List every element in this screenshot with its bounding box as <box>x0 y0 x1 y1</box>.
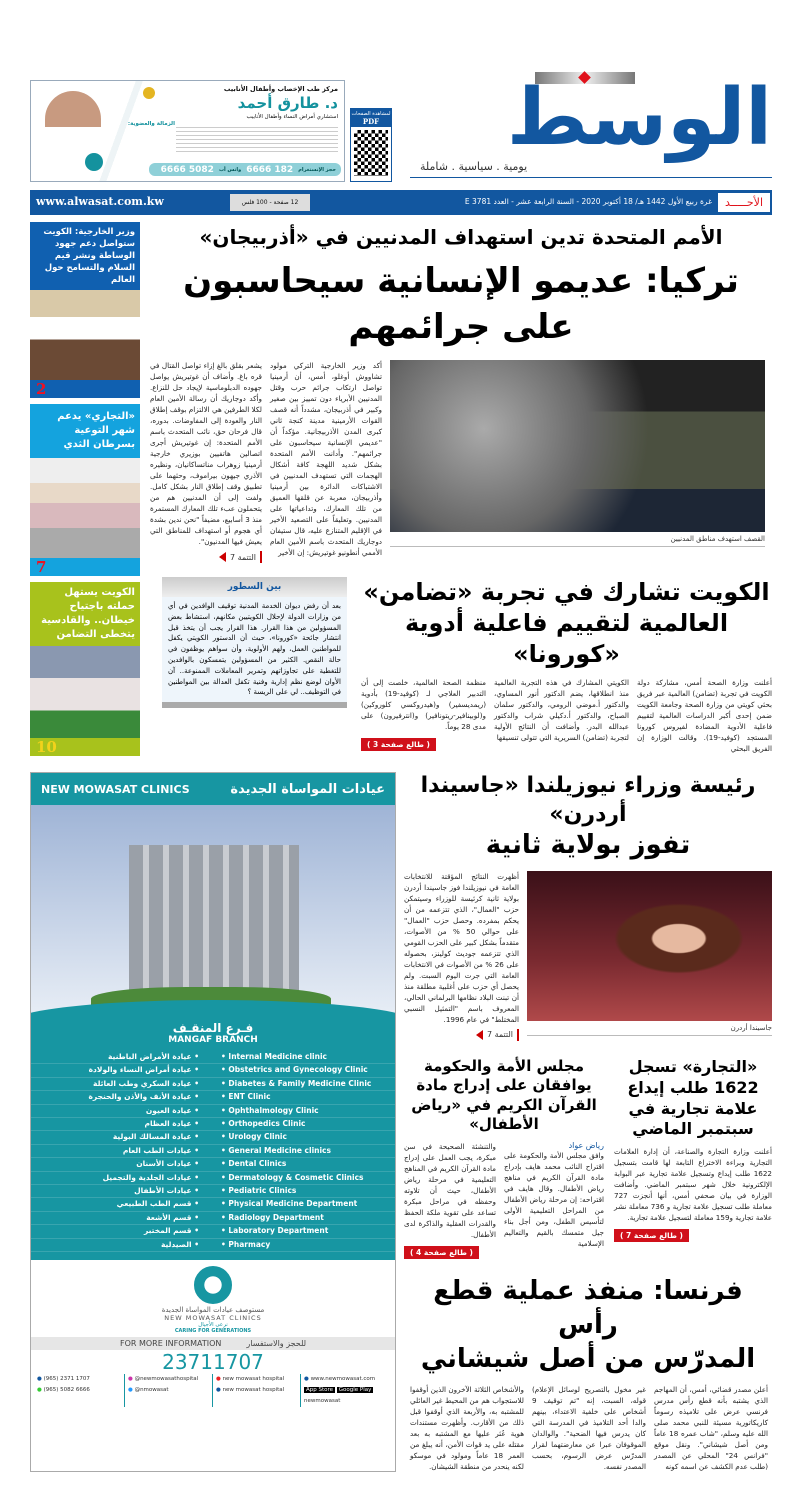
clinic-row <box>31 1172 395 1185</box>
clinic-name-ar: • عيادة السكري وطب العائلة <box>93 1078 199 1088</box>
lead-column-1: أكد وزير الخارجية التركي مولود تشاووش أوغلو، أمس، أن أرمينيا تواصل ارتكاب جرائم حرب وقتل المدنيين الأبرياء دون تمييز بين صغير وكبير في أذربيجان، مشدداً أنه قصف القوات الأرمينية مدينة كنجة ثاني كبرى المدن الأذربيجانية. مؤكداً أن "عديمي الإنسانية سيحاسبون على جرائمهم". وأدانت الأمم المتحدة بشكل شديد اللهجة كافة أشكال الهجمات التي تستهدف المدنيين في الاشتباكات الدائرة بين أرمينيا وأذربيجان، معربة عن قلقها العميق من تلك المعارك، وتداعياتها على المدنيين. وتعليقاً على التصعيد الأخير في الإقليم المتنازع عليه، قال ستيفان دوجاريك المتحدث باسم الأمين العام الأممي أنطونيو غوتيريش: إن الأخير <box>270 361 382 557</box>
see-page-4-link[interactable]: ( طالع صفحة 4 ) <box>404 1246 479 1259</box>
clinic-name-ar: • عيادات الأطفال <box>134 1186 199 1196</box>
france-headline-1[interactable]: فرنسا: منفذ عملية قطع رأس <box>433 1275 743 1340</box>
ad-header-en: NEW MOWASAT CLINICS <box>41 782 190 796</box>
web-icon: ● <box>304 1376 309 1383</box>
clinic-name-en: • Internal Medicine clinic <box>221 1052 327 1061</box>
see-page-3-link[interactable]: ( طالع صفحة 3 ) <box>361 738 436 751</box>
whatsapp-icon: ● <box>37 1387 42 1394</box>
continued-label: التتمة 7 <box>486 1030 513 1040</box>
trade-text: أعلنت وزارة التجارة والصناعة، أن إدارة العلامات التجارية وبراءة الاختراع التابعة لها قامت بتسجيل 1622 طلب إيداع وتسجيل علامة تجارية عبر البوابة الإلكترونية خلال شهر سبتمبر الماضي. وأضافت الوزارة في بيان صحفي أمس، أنها أنجزت 727 معاملة طلب تسجيل علامة تجارية و 736 معاملة نشر علامة تجارية و159 معاملة لتسجيل علامة تجارية. <box>614 1147 772 1223</box>
clinic-row <box>31 1145 395 1158</box>
credentials-lines <box>176 124 338 152</box>
sidebar-teaser-3[interactable] <box>30 582 140 756</box>
contact-phone[interactable]: (965) 2371 1707 <box>43 1376 90 1383</box>
clinic-row <box>31 1198 395 1211</box>
logo-ar: مستوصف عيادات المواساة الجديدة <box>161 1306 265 1315</box>
pdf-qr-box[interactable] <box>350 108 392 182</box>
top-advertisement[interactable] <box>30 80 345 182</box>
clinic-name-en: • ENT Clinic <box>221 1092 271 1102</box>
contact-facebook[interactable]: new mowasat hospital <box>222 1387 285 1394</box>
clinic-row <box>31 1091 395 1104</box>
clinic-row <box>31 1078 395 1091</box>
phone-strip <box>149 163 341 176</box>
clinic-name-ar: • الصيدلية <box>160 1239 199 1249</box>
hospital-logo-icon <box>85 153 103 171</box>
lead-headline[interactable]: تركيا: عديمو الإنسانية سيحاسبون على جرائمهم <box>183 261 739 347</box>
day-label: الأحـــــد <box>718 193 770 212</box>
clinic-name-ar: • عيادة الأمراض الباطنية <box>107 1052 199 1061</box>
lead-column-2: يشعر بقلق بالغ إزاء تواصل القتال في قره باغ. وأضاف أن غوتيريش يواصل جهوده الدبلوماسية لإيجاد حل للنزاع. وأكد دوجاريك أن رسالة الأمين العام لكلا الطرفين هي الالتزام بوقف إطلاق النار والعودة إلى المفاوضات. بدوره، قال فرحان حق، نائب المتحدث باسم الأمم المتحدة: إن غوتيريش أجرى اتصالين هاتفيين بوزيري خارجية أرمينيا زوهراب مناتساكانيان، ونظيره الأذري جيهون بيراموف، وحثهما على تطبيق وقف إطلاق النار بشكل كامل. ولفت إلى أن المدنيين هم من يتحملون عبء تلك المعارك المستمرة منذ 3 أسابيع، مضيفاً "نحن ندين بشدة أي هجوم أو استهداف للمناطق التي يعيش فيها المدنيون". <box>150 361 263 546</box>
slogan-ar: نرعى الأجيال <box>198 1322 228 1329</box>
clinic-row <box>31 1225 395 1238</box>
clinic-name-en: • Dental Clinics <box>221 1159 287 1169</box>
tagline: يومية . سياسية . شاملة <box>420 160 528 173</box>
price-box: 12 صفحة - 100 فلس <box>230 194 310 211</box>
clinic-building-photo <box>31 805 395 1017</box>
twitter-icon: ● <box>128 1387 133 1394</box>
clinic-row <box>31 1051 395 1064</box>
contact-twitter[interactable]: @nmowasat <box>134 1387 169 1394</box>
ad-header-ar: عيادات المواساة الجديدة <box>230 781 385 797</box>
nz-headline-1[interactable]: رئيسة وزراء نيوزيلندا «جاسيندا أردرن» <box>420 773 756 827</box>
info-en: FOR MORE INFORMATION <box>119 1339 222 1349</box>
doctor-specialty: استشاري أمراض النساء وأطفال الأنابيب <box>246 114 338 120</box>
clinic-name-en: • Ophthalmology Clinic <box>221 1105 319 1115</box>
lead-photo-caption: القصف استهدف مناطق المدنيين <box>390 532 765 547</box>
clinic-row <box>31 1105 395 1118</box>
branch-en: MANGAF BRANCH <box>168 1035 258 1045</box>
sidebar-teaser-2[interactable] <box>30 404 140 576</box>
masthead-logo <box>410 68 772 178</box>
arrow-left-icon <box>476 1030 483 1040</box>
clinic-name-en: • Pediatric Clinics <box>221 1186 297 1196</box>
page-number: 10 <box>36 738 57 756</box>
facebook-icon: ● <box>216 1387 221 1394</box>
see-page-7-link[interactable]: ( طالع صفحة 7 ) <box>614 1229 689 1242</box>
date-bar <box>30 190 772 215</box>
quran-headline[interactable]: مجلس الأمة والحكومة يوافقان على إدراج مادة القرآن الكريم في «رياض الأطفال» <box>411 1056 597 1134</box>
phone-icon: ● <box>37 1376 42 1383</box>
clinic-name-ar: • عيادات الطب العام <box>122 1145 199 1155</box>
ad-title: مركز طب الإخصاب وأطفال الأنابيب <box>223 85 338 93</box>
clinic-name-ar: • عيادة العيون <box>145 1105 199 1115</box>
youtube-icon: ● <box>216 1376 221 1383</box>
clinic-row <box>31 1158 395 1171</box>
teaser-photo <box>30 458 140 558</box>
page-number: 7 <box>36 558 47 576</box>
doctor-name: د. طارق أحمد <box>237 94 338 112</box>
info-ar: للحجز والاستفسار <box>246 1339 307 1349</box>
france-column-2: غير مخول بالتصريح لوسائل الإعلام) قوله، السبت، إنه "تم توقيف 9 أشخاص على خلفية الاعتداء، بينهم والدا أحد التلاميذ في المدرسة التي كان يدرس فيها الضحية". والوالدان الموقوفان عبرا عن معارضتهما لقرار المدرّس عرض الرسوم، بحسب المصدر نفسه. <box>532 1385 646 1472</box>
box-title: بين السطور <box>162 577 347 597</box>
phone-2: 5082 6666 <box>160 164 214 175</box>
clinic-row <box>31 1185 395 1198</box>
phone-1: 182 6666 <box>246 164 294 175</box>
clinic-row <box>31 1131 395 1144</box>
qr-pdf-label: PDF <box>362 117 380 126</box>
nz-headline-2[interactable]: تفوز بولاية ثانية <box>485 830 691 861</box>
clinic-name-ar: • قسم الأشعة <box>146 1212 199 1222</box>
arrow-left-icon <box>219 552 226 562</box>
logo-en: NEW MOWASAT CLINICS <box>164 1314 262 1323</box>
page-number: 2 <box>36 380 47 398</box>
clinic-name-en: • Diabetes & Family Medicine Clinic <box>221 1078 372 1088</box>
sidebar-teaser-1[interactable] <box>30 222 140 398</box>
nz-continued[interactable] <box>404 1029 519 1041</box>
kuwait-column-3: منظمة الصحة العالمية، خلصت إلى أن التدبير العلاجي لـ (كوفيد-19) بأدوية (ريمديسفير) و(هيدروكسي كلوروكين) و(لوبينافير-ريتونافير) و(انترفيرون) على مدى 28 يوماً. <box>361 677 486 731</box>
mowasat-logo-icon <box>194 1266 232 1304</box>
slogan-en: CARING FOR GENERATIONS <box>174 1328 252 1335</box>
clinic-name-ar: • عيادة أمراض النساء والولادة <box>88 1065 199 1075</box>
between-lines-box <box>162 577 347 708</box>
teaser-headline: وزير الخارجية: الكويت ستواصل دعم جهود الوساطة ونشر قيم السلام والتسامح حول العالم <box>43 227 135 285</box>
clinic-name-ar: • عيادات الأسنان <box>136 1159 199 1169</box>
website-link[interactable]: www.alwasat.com.kw <box>36 195 164 208</box>
france-headline-2[interactable]: المدرّس من أصل شيشاني <box>420 1343 756 1374</box>
whatsapp-label: واتس أب <box>218 166 242 173</box>
clinic-name-en: • Physical Medicine Department <box>221 1199 358 1209</box>
clinic-name-en: • Orthopedics Clinic <box>221 1119 306 1129</box>
ardern-photo[interactable] <box>527 871 772 1021</box>
appstore-badge[interactable]: App Store <box>306 1387 334 1394</box>
memberships-title: الزمالة والعضوية: <box>127 121 175 127</box>
teaser-photo <box>30 646 140 738</box>
ardern-photo-caption: جاسيندا أردرن <box>527 1021 772 1036</box>
contact-youtube[interactable]: new mowasat hospital <box>222 1376 285 1383</box>
continued-label: التتمة 7 <box>229 552 256 562</box>
clinic-name-en: • General Medicine clinics <box>221 1145 331 1155</box>
mowasat-advertisement[interactable] <box>30 772 396 1472</box>
lead-kicker[interactable]: الأمم المتحدة تدين استهداف المدنيين في «أذربيجان» <box>199 225 723 249</box>
france-column-1: أعلن مصدر قضائي، أمس، أن المهاجم الذي يشتبه بأنه قطع رأس مدرس فرنسي عرض على تلاميذه رسوماً كاريكاتورية مسيئة للنبي محمد صلى الله عليه وسلم، "شاب عمره 18 عاماً ومن أصل شيشاني". ونقل موقع "فرانس 24" المحلي عن المصدر (طلب عدم الكشف عن اسمه كونه <box>654 1385 769 1472</box>
clinic-name-en: • Obstetrics and Gynecology Clinic <box>221 1065 368 1075</box>
clinic-name-en: • Radiology Department <box>221 1212 324 1222</box>
clinic-name-ar: • عيادة المسالك البولية <box>112 1132 199 1142</box>
clinic-row <box>31 1118 395 1131</box>
contact-web[interactable]: www.newmowasat.com <box>310 1376 376 1383</box>
box-text: بعد أن رفض ديوان الخدمة المدنية توقيف الوافدين في أي من وزارات الدولة لإحلال الكويتيين مكانهم، استشاط بعض المسؤولين من هذا القرار. هذا القرار يجب أن يتخذ قبل انتشار جائحة «كورونا»، حيث أن الدستور الكويتي يكفل للمواطنين العمل، ولهم الأولوية، وأن سواهم يوظفون في حالة النقص. الكثير من المسؤولين يتمسكون بالوافدين للتغطية على تجاوزاتهم وتمرير المعاملات الممنوعة.. آن الأوان لوضع نظم إدارية وفنية تكفل العدالة بين المواطنين في التوظيف.. لي على الريسة ؟ <box>168 602 341 697</box>
teaser-photo <box>30 290 140 380</box>
clinic-name-en: • Dermatology & Cosmetic Clinics <box>221 1172 364 1182</box>
kuwait-headline-2[interactable]: العالمية لتقييم فاعلية أدوية «كورونا» <box>404 609 729 669</box>
lead-photo[interactable] <box>390 360 765 532</box>
contact-instagram[interactable]: @newmowasathospital <box>134 1376 199 1383</box>
googleplay-badge[interactable]: Google Play <box>338 1387 372 1394</box>
clinic-row <box>31 1064 395 1077</box>
qr-code-icon <box>354 130 388 176</box>
instagram-icon: ● <box>128 1376 133 1383</box>
clinic-name-ar: • عيادة الأنف والأذن والحنجرة <box>88 1092 199 1102</box>
kuwait-headline-1[interactable]: الكويت تشارك في تجربة «تضامن» <box>363 578 770 606</box>
clinic-list <box>31 1051 395 1252</box>
clinic-name-ar: • قسم المختبر <box>143 1226 199 1236</box>
contact-whatsapp[interactable]: (965) 5082 6666 <box>43 1387 90 1394</box>
quran-column-2: والتنشئة الصحيحة في سن مبكرة، يجب العمل على إدراج مادة القرآن الكريم في المناهج التعليمية في مرحلة رياض الأطفال، حيث أن تلاوته وحفظه في مراحل مبكرة تساعد على تقوية ملكة الحفظ والقدرات العقلية والذاكرة لدى الأطفال. <box>404 1141 496 1239</box>
clinic-name-ar: • قسم الطب الطبيعي <box>116 1199 199 1209</box>
branch-ar: فـرع المنقـف <box>172 1021 254 1035</box>
teaser-headline: الكويت يستهل حملته باجتياح خيطان.. والقادسية يتخطى التضامن <box>41 587 135 640</box>
issue-date: غرة ربيع الأول 1442 هـ/ 18 أكتوبر 2020 - السنة الرابعة عشر - العدد E 3781 <box>464 197 712 206</box>
clinic-name-ar: • عيادة العظام <box>144 1119 199 1129</box>
clinic-row <box>31 1212 395 1225</box>
hotline-number[interactable]: 23711707 <box>162 1350 264 1375</box>
kuwait-column-2: الكويتي المشارك في هذه التجربة العالمية منذ انطلاقها، يضم الدكتور أنور المساوي، والدكتور أ.موضي الرومي، والدكتور سلمان الصباح، والدكتور أ.دكيلي شراب والدكتور عبدالله البدر. وأضافت أن النتائج الأولية لتجربة (تضامن) السريرية التي تتولى تنسيقها <box>494 677 629 742</box>
clinic-row <box>31 1239 395 1252</box>
quran-column-1: وافق مجلس الأمة والحكومة على اقتراح النائب محمد هايف بإدراج مادة القرآن الكريم في مناهج رياض الأطفال. وقال هايف في اقتراحه: إن مرحلة رياض الأطفال من المراحل التعليمية الأولى لتأسيس الطفل، ومن أجل بناء جيل متمسك بالقيم والتعاليم الإسلامية <box>504 1150 604 1248</box>
clinic-name-en: • Urology Clinic <box>221 1132 287 1142</box>
byline: رياض عواد <box>568 1140 604 1150</box>
contact-app: newmowasat <box>304 1398 341 1405</box>
clinic-name-ar: • عيادات الجلدية والتجميل <box>102 1172 199 1182</box>
award-badge-icon <box>143 87 155 99</box>
logo-text: الوسط <box>506 73 772 163</box>
lead-continued[interactable] <box>150 551 262 563</box>
qr-label: لمشاهدة الصفحات <box>351 111 391 117</box>
clinic-name-en: • Laboratory Department <box>221 1226 329 1236</box>
france-column-3: والأشخاص الثلاثة الآخرون الذين أوقفوا للاستجواب هم من المحيط غير العائلي للمشتبه به، والأربعة الذي أوقفوا قبل ذلك من الأقارب. وأظهرت مستندات هوية عُثر عليها مع المشتبه به بعد مقتله على يد قوات الأمن، أنه يبلغ من العمر 18 عاماً ومولود في موسكو لكنه ينحدر من منطقة الشيشان. <box>410 1385 524 1472</box>
nz-text: أظهرت النتائج المؤقتة للانتخابات العامة في نيوزيلندا فوز جاسيندا أردرن بولاية ثانية كرئيسة للوزراء وسيتمكن حزب "العمال"، الذي تتزعمه من أن يحكم بمفرده. وحصل حزب "العمال" على حوالي 50 % من الأصوات، متقدماً بشكل كبير على الحزب القومي الذي تتزعمه جوديث كولينز، بحصوله على 26 % من الأصوات في الانتخابات العامة التي جرت اليوم السبت. ولم يحصل أي حزب على أغلبية مطلقة منذ أن تبنت البلاد نظامها البرلماني الحالي، المعروف باسم "التمثيل النسبي المختلط" في عام 1996. <box>404 871 519 1024</box>
phone-label: حجز الإنستغرام <box>298 166 336 173</box>
kuwait-column-1: أعلنت وزارة الصحة أمس، مشاركة دولة الكويت في تجربة (تضامن) العالمية عبر فريق بحثي كويتي من وزارة الصحة وجامعة الكويت ضمن إحدى أكبر الدراسات العالمية لتقييم فاعلية الأدوية المضادة لفيروس كورونا المستجد (كوفيد-19). وقالت الوزارة إن الفريق البحثي <box>637 677 773 753</box>
clinic-name-en: • Pharmacy <box>221 1239 271 1249</box>
trade-headline[interactable]: «التجارة» تسجل 1622 طلب إيداع علامة تجارية في سبتمبر الماضي <box>627 1056 759 1139</box>
teaser-headline: «التجاري» يدعم شهر التوعية بسرطان الثدي <box>57 411 135 450</box>
